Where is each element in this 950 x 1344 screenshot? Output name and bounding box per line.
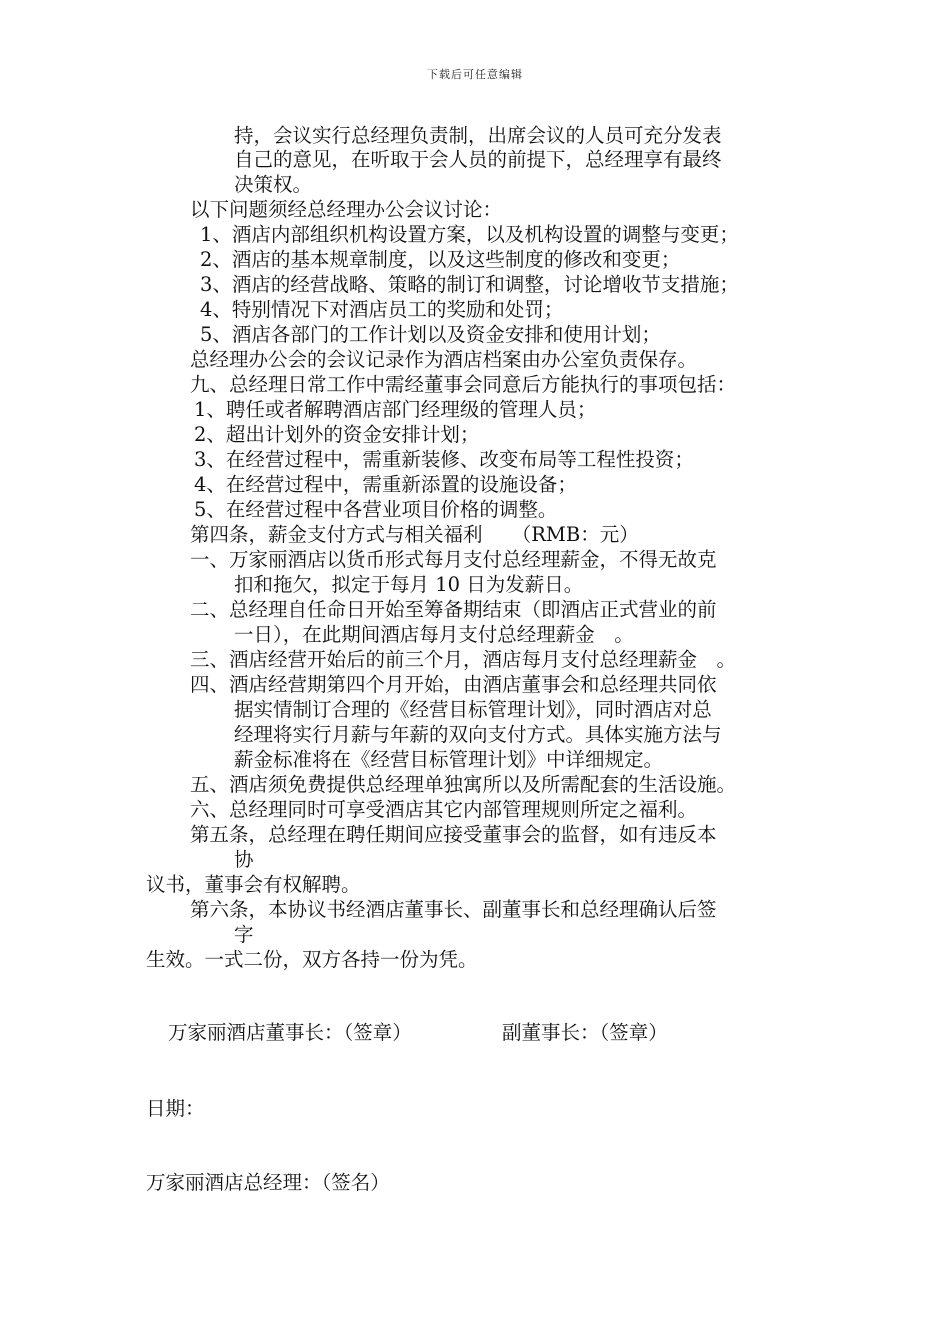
paragraph-line: 决策权。 — [234, 173, 313, 196]
paragraph-line: 议书，董事会有权解聘。 — [146, 873, 361, 896]
list-item: 1、聘任或者解聘酒店部门经理级的管理人员； — [194, 398, 597, 421]
paragraph-line: 以下问题须经总经理办公会议讨论： — [190, 198, 503, 221]
paragraph-line: 扣和拖欠，拟定于每月 10 日为发薪日。 — [234, 573, 584, 596]
list-item: 1、酒店内部组织机构设置方案，以及机构设置的调整与变更； — [200, 223, 739, 246]
list-item: 2、超出计划外的资金安排计划； — [194, 423, 480, 446]
list-item: 3、酒店的经营战略、策略的制订和调整，讨论增收节支措施； — [200, 273, 739, 296]
date-label: 日期： — [146, 1097, 205, 1120]
general-manager-signature: 万家丽酒店总经理：（签名） — [146, 1171, 390, 1194]
list-item: 3、在经营过程中，需重新装修、改变布局等工程性投资； — [194, 448, 694, 471]
paragraph-line: 协 — [234, 848, 254, 871]
vice-chairman-signature: 副董事长：（签章） — [502, 1021, 668, 1044]
list-item: 4、特别情况下对酒店员工的奖励和处罚； — [200, 298, 564, 321]
chairman-signature: 万家丽酒店董事长：（签章） — [168, 1021, 412, 1044]
paragraph-line: 自己的意见，在听取于会人员的前提下，总经理享有最终 — [234, 148, 722, 171]
paragraph-line: 四、酒店经营期第四个月开始，由酒店董事会和总经理共同依 — [190, 673, 717, 696]
list-item: 5、酒店各部门的工作计划以及资金安排和使用计划； — [200, 323, 661, 346]
paragraph-line: 生效。一式二份，双方各持一份为凭。 — [146, 948, 478, 971]
paragraph-line: 持，会议实行总经理负责制，出席会议的人员可充分发表 — [234, 124, 722, 147]
paragraph-line: 五、酒店须免费提供总经理单独寓所以及所需配套的生活设施。 — [190, 773, 737, 796]
paragraph-line: 总经理办公会的会议记录作为酒店档案由办公室负责保存。 — [190, 348, 698, 371]
article-heading: 第六条，本协议书经酒店董事长、副董事长和总经理确认后签 — [190, 898, 717, 921]
list-item: 4、在经营过程中，需重新添置的设施设备； — [194, 473, 577, 496]
page-header: 下载后可任意编辑 — [427, 68, 523, 81]
paragraph-line: 经理将实行月薪与年薪的双向支付方式。具体实施方法与 — [234, 723, 722, 746]
paragraph-line: 二、总经理自任命日开始至筹备期结束（即酒店正式营业的前 — [190, 598, 717, 621]
paragraph-line: 字 — [234, 923, 254, 946]
paragraph-line: 薪金标准将在《经营目标管理计划》中详细规定。 — [234, 748, 664, 771]
list-item: 5、在经营过程中各营业项目价格的调整。 — [194, 498, 558, 521]
paragraph-line: 据实情制订合理的《经营目标管理计划》，同时酒店对总 — [234, 698, 712, 721]
paragraph-line: 一、万家丽酒店以货币形式每月支付总经理薪金，不得无故克 — [190, 548, 717, 571]
section-heading: 九、总经理日常工作中需经董事会同意后方能执行的事项包括： — [190, 373, 737, 396]
paragraph-line: 三、酒店经营开始后的前三个月，酒店每月支付总经理薪金 。 — [190, 648, 737, 671]
list-item: 2、酒店的基本规章制度，以及这些制度的修改和变更； — [200, 248, 681, 271]
article-heading: 第五条，总经理在聘任期间应接受董事会的监督，如有违反本 — [190, 823, 717, 846]
paragraph-line: 一日），在此期间酒店每月支付总经理薪金 。 — [234, 623, 634, 646]
article-heading: 第四条，薪金支付方式与相关福利 （RMB：元） — [190, 523, 639, 546]
paragraph-line: 六、总经理同时可享受酒店其它内部管理规则所定之福利。 — [190, 798, 698, 821]
